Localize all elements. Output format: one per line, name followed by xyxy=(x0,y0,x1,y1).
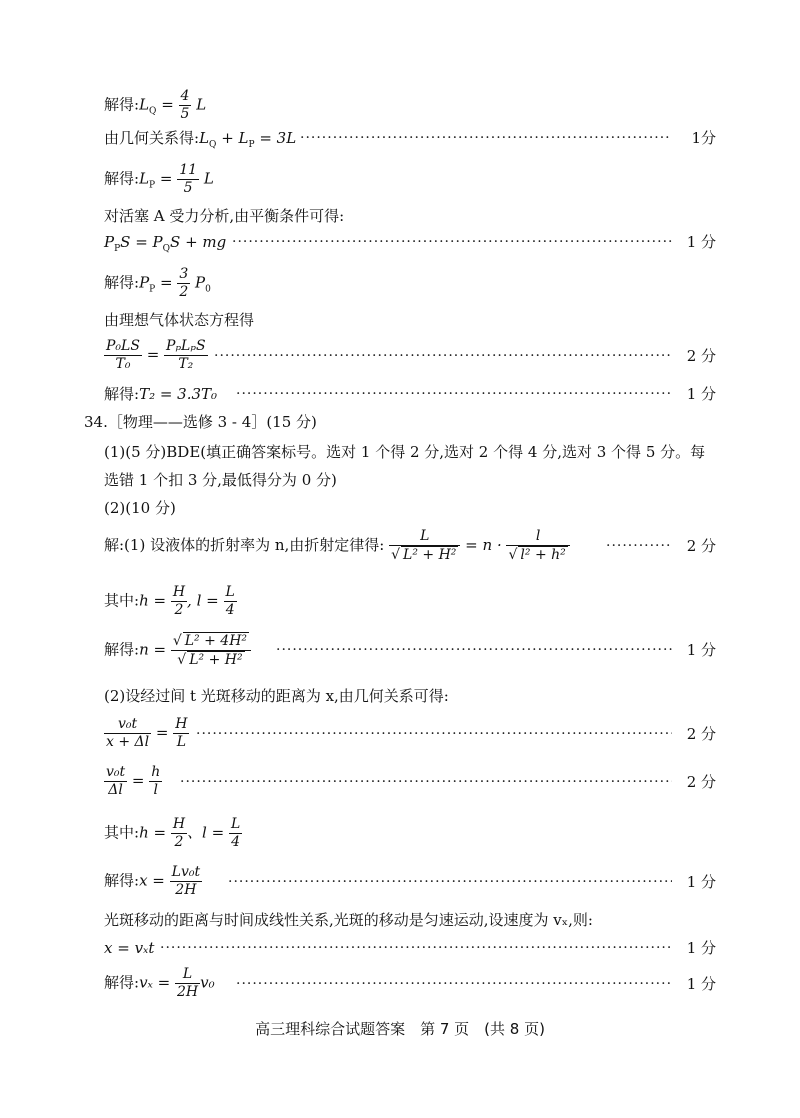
answer-part-1: (1)(5 分)BDE(填正确答案标号。选对 1 个得 2 分,选对 2 个得 4 分,选对 3 个得 5 分。每 xyxy=(104,443,706,461)
math: = n · xyxy=(460,536,507,554)
solution-line-x xyxy=(104,864,202,899)
radical-sign: √ xyxy=(391,547,401,563)
math: T₂ = 3.3T₀ xyxy=(139,385,218,403)
geometry-equation-1 xyxy=(104,716,189,751)
leader-dots xyxy=(276,640,672,660)
denominator: L xyxy=(176,734,186,750)
solution-line-t2 xyxy=(104,384,217,404)
geometry-equation-2 xyxy=(104,764,162,799)
radical-sign: √ xyxy=(177,652,187,668)
denominator: T₂ xyxy=(178,356,194,372)
numerator: P₀LS xyxy=(106,338,140,354)
denominator: 4 xyxy=(231,834,241,850)
uniform-motion-text: 光斑移动的距离与时间成线性关系,光斑的移动是匀速运动,设速度为 vₓ,则: xyxy=(104,911,593,929)
math: , l = xyxy=(187,591,224,610)
numerator: L xyxy=(225,584,235,600)
fraction xyxy=(170,864,202,899)
page-footer: 高三理科综合试题答案 第 7 页 (共 8 页) xyxy=(255,1020,545,1038)
text: 由几何关系得: xyxy=(104,129,200,147)
fraction xyxy=(149,764,162,799)
fraction xyxy=(104,338,142,373)
points-label: 2 分 xyxy=(686,347,716,365)
denominator: 2 xyxy=(174,834,184,850)
denominator xyxy=(389,546,460,564)
fraction xyxy=(177,266,190,301)
label: 解得: xyxy=(104,169,140,188)
fraction xyxy=(177,162,199,197)
radicand: L² + 4H² xyxy=(184,633,248,649)
text: 其中: xyxy=(104,823,140,842)
fraction xyxy=(224,584,237,619)
points-label: 2 分 xyxy=(686,537,716,555)
label: 解得: xyxy=(104,871,140,890)
leader-dots xyxy=(232,232,672,252)
balance-equation xyxy=(104,232,226,259)
numerator: l xyxy=(506,528,569,546)
denominator xyxy=(506,546,569,564)
denominator: 2H xyxy=(176,984,199,1000)
leader-dots xyxy=(180,772,672,792)
equals: = xyxy=(151,723,174,742)
label: 解得: xyxy=(104,385,140,403)
math: v₀ xyxy=(200,973,215,992)
math: S = P xyxy=(120,233,163,251)
equals: = xyxy=(155,273,178,292)
math: n = xyxy=(139,640,171,659)
radicand: L² + H² xyxy=(189,652,243,668)
equals: = xyxy=(141,345,165,364)
math: x = xyxy=(139,871,170,890)
refraction-equation xyxy=(104,528,570,564)
numerator: Lv₀t xyxy=(171,864,201,880)
label: 解得: xyxy=(104,273,140,292)
leader-dots xyxy=(228,872,672,892)
geometry-relation-line xyxy=(104,128,296,155)
fraction xyxy=(179,88,192,123)
force-analysis-text: 对活塞 A 受力分析,由平衡条件可得: xyxy=(104,207,345,225)
math: x = vₓt xyxy=(104,939,155,957)
subscript: Q xyxy=(149,106,157,117)
denominator: 4 xyxy=(225,602,235,618)
points-label: 2 分 xyxy=(686,725,716,743)
numerator: H xyxy=(172,584,186,600)
fraction xyxy=(104,716,151,751)
numerator: H xyxy=(172,816,186,832)
points-label: 2 分 xyxy=(686,773,716,791)
label: 解得: xyxy=(104,973,140,992)
points-label: 1 分 xyxy=(686,233,716,251)
denominator: 2 xyxy=(179,284,189,300)
section-heading: 34.［物理——选修 3 - 4］(15 分) xyxy=(84,413,317,431)
part-2-intro: (2)设经过间 t 光斑移动的距离为 x,由几何关系可得: xyxy=(104,687,449,705)
subscript: P xyxy=(114,244,121,254)
fraction xyxy=(171,816,187,851)
solution-line-pp xyxy=(104,266,211,301)
denominator: T₀ xyxy=(115,356,131,372)
answer-part-1-cont: 选错 1 个扣 3 分,最低得分为 0 分) xyxy=(104,471,337,489)
gas-law-text: 由理想气体状态方程得 xyxy=(104,311,255,329)
numerator: L xyxy=(230,816,241,832)
fraction xyxy=(164,338,208,373)
math: P xyxy=(195,273,206,292)
numerator: L xyxy=(389,528,460,546)
fraction xyxy=(175,966,200,1001)
math: P xyxy=(139,273,150,292)
math: L xyxy=(199,129,210,147)
math: vₓ = xyxy=(139,973,175,992)
leader-dots xyxy=(606,536,672,556)
leader-dots xyxy=(214,346,672,366)
math: = 3L xyxy=(254,129,297,147)
subscript: P xyxy=(149,284,156,295)
points-label: 1分 xyxy=(691,129,716,147)
radicand: l² + h² xyxy=(520,547,566,563)
solution-line-lq xyxy=(104,88,206,123)
fraction xyxy=(506,528,569,564)
denominator: 5 xyxy=(183,180,193,196)
points-label: 1 分 xyxy=(686,873,716,891)
label: 解得: xyxy=(104,95,140,114)
fraction xyxy=(104,764,127,799)
leader-dots xyxy=(236,974,672,994)
math: h = xyxy=(139,591,171,610)
leader-dots xyxy=(160,938,672,958)
numerator: 4 xyxy=(180,88,190,104)
numerator: PₚLₚS xyxy=(166,338,206,354)
fraction xyxy=(171,632,251,669)
numerator: v₀t xyxy=(104,716,151,734)
fraction xyxy=(173,716,189,751)
subscript: P xyxy=(248,140,255,150)
math: S + mg xyxy=(170,233,227,251)
where-line-2 xyxy=(104,816,242,851)
radical-sign: √ xyxy=(508,547,518,563)
subscript: 0 xyxy=(205,284,211,295)
math: P xyxy=(104,233,115,251)
numerator: v₀t xyxy=(106,764,126,780)
math: L xyxy=(203,169,214,188)
numerator: 11 xyxy=(179,162,198,178)
subscript: Q xyxy=(162,244,171,254)
math: L xyxy=(196,95,207,114)
points-label: 1 分 xyxy=(686,385,716,403)
subscript: Q xyxy=(209,140,217,150)
points-label: 1 分 xyxy=(686,975,716,993)
solution-line-n xyxy=(104,632,251,669)
text: 其中: xyxy=(104,591,140,610)
denominator: l xyxy=(153,782,159,798)
denominator: 2H xyxy=(175,882,197,898)
denominator: 2 xyxy=(174,602,184,618)
numerator: h xyxy=(151,764,161,780)
math: L xyxy=(139,95,150,114)
denominator: x + Δl xyxy=(106,734,150,750)
numerator: H xyxy=(175,716,188,732)
points-label: 1 分 xyxy=(686,641,716,659)
numerator: L xyxy=(175,966,200,984)
math: + L xyxy=(216,129,249,147)
numerator xyxy=(171,632,251,651)
radicand: L² + H² xyxy=(403,547,457,563)
math: h = xyxy=(139,823,171,842)
equals: = xyxy=(156,95,179,114)
points-label: 1 分 xyxy=(686,939,716,957)
label: 解得: xyxy=(104,640,140,659)
denominator xyxy=(171,651,251,669)
leader-dots xyxy=(236,384,672,404)
equals: = xyxy=(127,771,150,790)
math: L xyxy=(139,169,150,188)
fraction xyxy=(229,816,242,851)
velocity-equation xyxy=(104,938,154,958)
subscript: P xyxy=(149,180,156,191)
fraction xyxy=(171,584,187,619)
numerator: 3 xyxy=(179,266,189,282)
gas-law-equation xyxy=(104,338,208,373)
solution-line-vx xyxy=(104,966,215,1001)
text: 解:(1) 设液体的折射率为 n,由折射定律得: xyxy=(104,536,385,554)
leader-dots xyxy=(196,724,672,744)
answer-part-2-header: (2)(10 分) xyxy=(104,499,176,517)
equals: = xyxy=(155,169,178,188)
leader-dots xyxy=(300,128,670,148)
solution-line-lp xyxy=(104,162,214,197)
denominator: 5 xyxy=(180,106,190,122)
denominator: Δl xyxy=(108,782,123,798)
where-line-1 xyxy=(104,584,237,619)
math: 、l = xyxy=(187,823,229,842)
radical-sign: √ xyxy=(172,633,182,649)
fraction xyxy=(389,528,460,564)
